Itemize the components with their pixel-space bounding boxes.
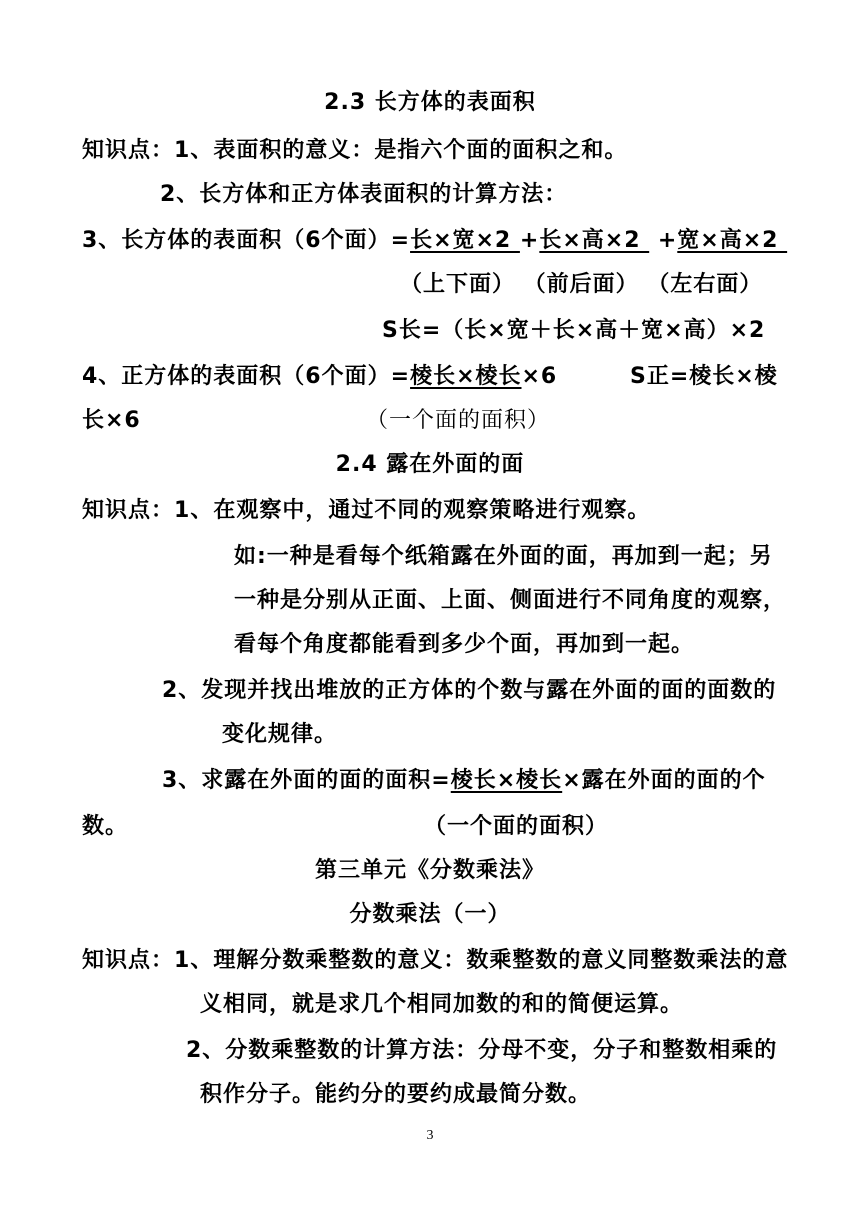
kp-line-2-4-1 bbox=[82, 496, 650, 526]
term-front-back: 长×高×2 bbox=[539, 228, 650, 253]
kp-line-2-3-4 bbox=[82, 362, 557, 392]
face-labels: （上下面） （前后面） （左右面） bbox=[400, 272, 763, 297]
kp-line-2-4-3 bbox=[162, 766, 766, 796]
kp-label: 知识点： bbox=[82, 948, 175, 973]
term-left-right: 宽×高×2 bbox=[677, 228, 788, 253]
kp-line-3-1-cont: 义相同，就是求几个相同加数的和的简便运算。 bbox=[200, 992, 684, 1017]
plus-sign: + bbox=[649, 228, 678, 253]
plus-sign: + bbox=[519, 228, 540, 253]
cube-area-formula: S正=棱长×棱 bbox=[630, 364, 778, 389]
kp-text: 1、表面积的意义：是指六个面的面积之和。 bbox=[174, 138, 628, 163]
kp-line-2-4-3-cont: 数。 bbox=[82, 814, 129, 839]
page-number: 3 bbox=[426, 1128, 434, 1143]
underlined-term: 棱长×棱长 bbox=[410, 364, 522, 389]
kp-text: 3、长方体的表面积（6个面）= bbox=[82, 228, 411, 253]
kp-line-3-1 bbox=[82, 946, 788, 976]
kp-text: 3、求露在外面的面的面积= bbox=[162, 768, 451, 793]
example-line-3: 看每个角度都能看到多少个面，再加到一起。 bbox=[234, 632, 695, 657]
kp-text: ×露在外面的面的个 bbox=[562, 768, 766, 793]
kp-text: 1、理解分数乘整数的意义：数乘整数的意义同整数乘法的意 bbox=[174, 948, 789, 973]
kp-line-2-4-2-cont: 变化规律。 bbox=[222, 722, 338, 747]
example-line-1: 如:一种是看每个纸箱露在外面的面，再加到一起；另 bbox=[234, 544, 773, 569]
kp-line-2-3-3 bbox=[82, 226, 787, 256]
kp-label: 知识点： bbox=[82, 138, 175, 163]
example-line-2: 一种是分别从正面、上面、侧面进行不同角度的观察， bbox=[234, 588, 787, 613]
underlined-term: 棱长×棱长 bbox=[450, 768, 563, 793]
kp-line-3-2-cont: 积作分子。能约分的要约成最简分数。 bbox=[200, 1082, 592, 1107]
kp-text: ×6 bbox=[521, 364, 558, 389]
one-face-area-note: （一个面的面积） bbox=[424, 814, 609, 839]
kp-label: 知识点： bbox=[82, 498, 175, 523]
kp-line-2-4-2: 2、发现并找出堆放的正方体的个数与露在外面的面的面数的 bbox=[162, 678, 777, 703]
term-top-bottom: 长×宽×2 bbox=[410, 228, 520, 253]
kp-text: 1、在观察中，通过不同的观察策略进行观察。 bbox=[174, 498, 651, 523]
kp-line-3-2: 2、分数乘整数的计算方法：分母不变，分子和整数相乘的 bbox=[186, 1038, 778, 1063]
kp-text: 4、正方体的表面积（6个面）= bbox=[82, 364, 411, 389]
kp-line-2-3-1 bbox=[82, 136, 627, 166]
kp-line-2-3-2: 2、长方体和正方体表面积的计算方法： bbox=[160, 182, 568, 207]
section-title-2-3: 2.3 长方体的表面积 bbox=[324, 90, 536, 115]
unit-subtitle: 分数乘法（一） bbox=[349, 902, 511, 927]
cube-area-formula-cont: 长×6 bbox=[82, 408, 141, 433]
one-face-area-note: （一个面的面积） bbox=[366, 408, 551, 433]
section-title-2-4: 2.4 露在外面的面 bbox=[335, 452, 525, 477]
cuboid-area-formula: S长=（长×宽＋长×高＋宽×高）×2 bbox=[382, 318, 766, 343]
unit-title: 第三单元《分数乘法》 bbox=[314, 858, 545, 883]
